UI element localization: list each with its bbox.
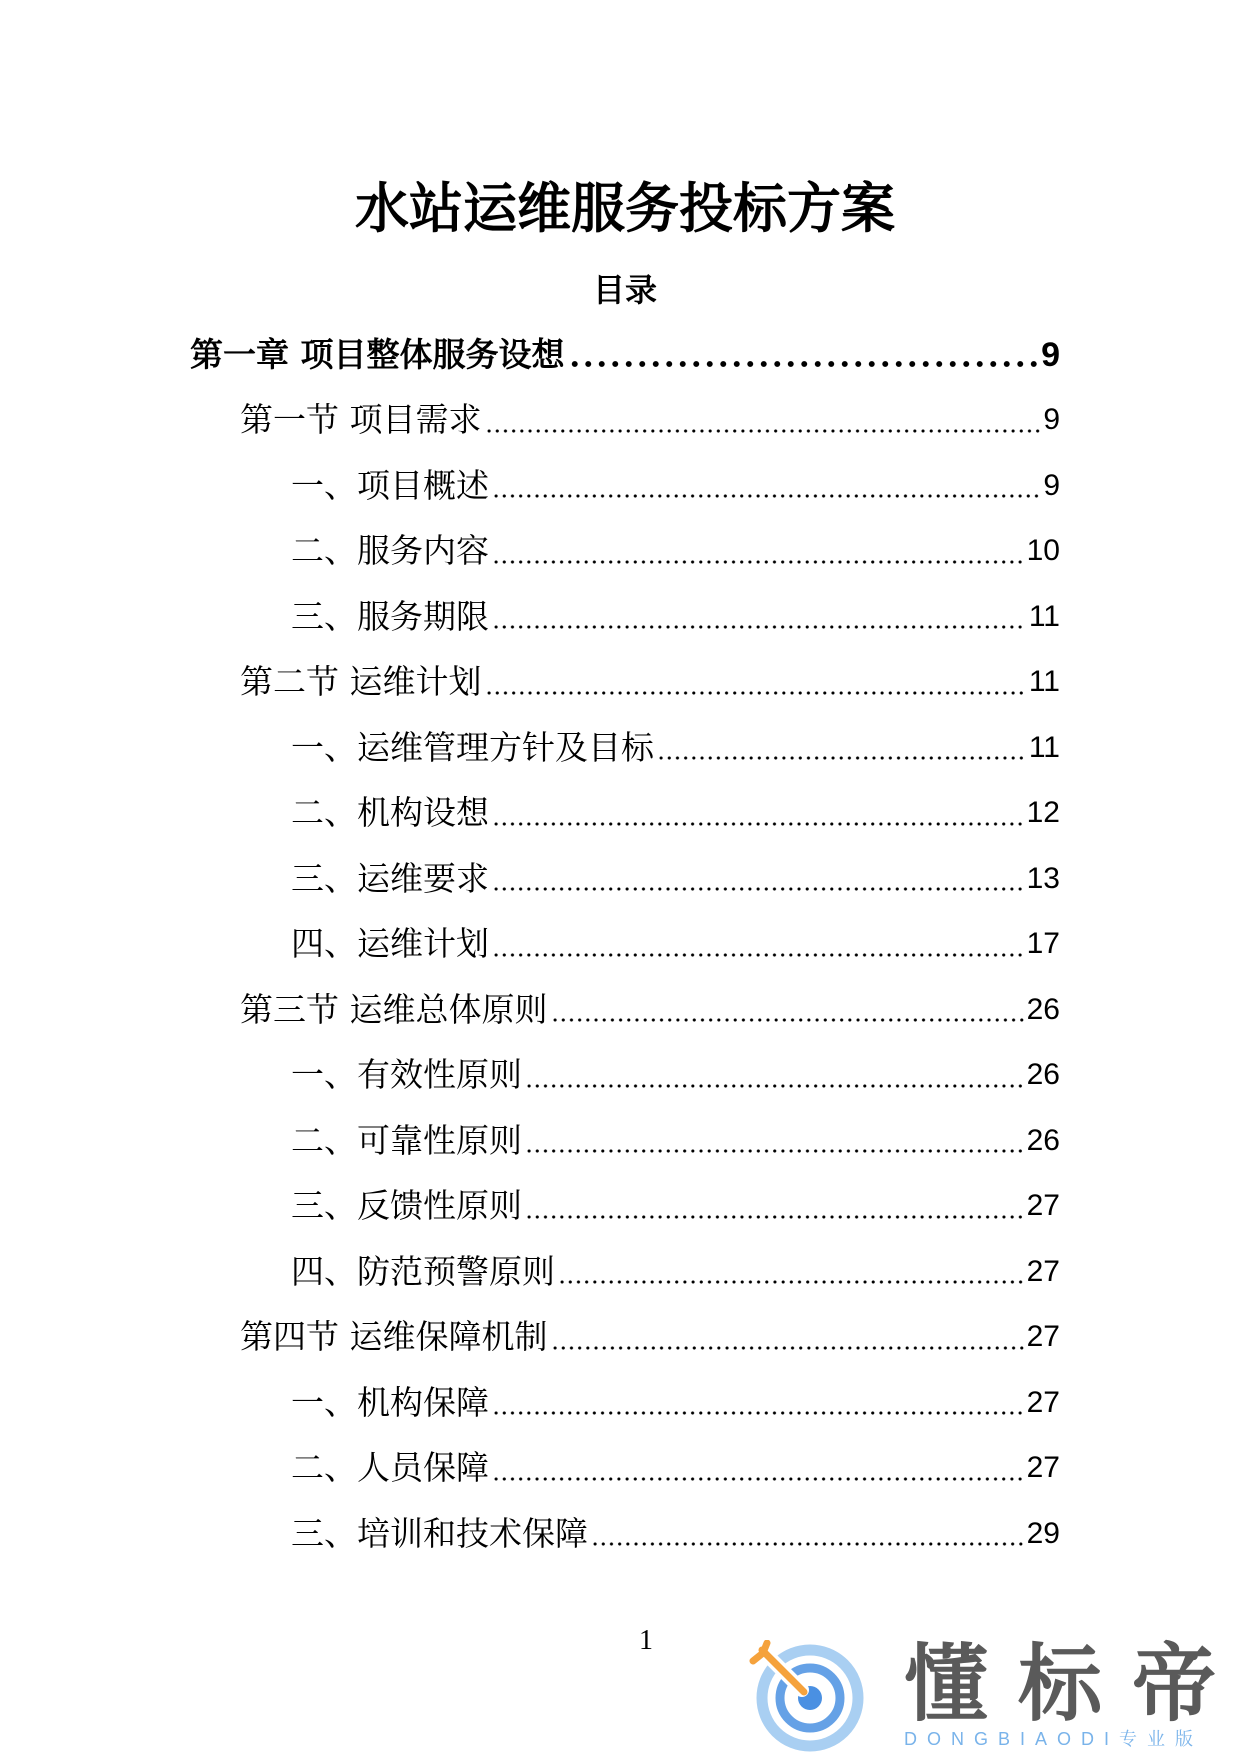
toc-page-number: 26	[1026, 1058, 1060, 1092]
toc-dot-leader	[551, 977, 1024, 1043]
toc-page-number: 27	[1026, 1254, 1060, 1288]
toc-dot-leader	[492, 584, 1026, 650]
toc-subsection-entry[interactable]	[190, 1043, 1060, 1109]
toc-subsection-entry[interactable]	[190, 912, 1060, 978]
toc-page-number: 27	[1026, 1320, 1060, 1354]
toc-subsection-entry[interactable]	[190, 781, 1060, 847]
toc-dot-leader	[485, 388, 1041, 454]
toc-entry-title: 二、服务内容	[291, 531, 489, 571]
toc-dot-leader	[525, 1043, 1024, 1109]
toc-subsection-entry[interactable]	[190, 1436, 1060, 1502]
toc-entry-title: 第二节 运维计划	[240, 662, 482, 702]
toc-section-entry[interactable]	[190, 1305, 1060, 1371]
toc-entry-title: 一、有效性原则	[291, 1055, 522, 1095]
toc-entry-title: 三、培训和技术保障	[291, 1513, 588, 1553]
toc-dot-leader	[492, 1436, 1024, 1502]
toc-page-number: 26	[1026, 1123, 1060, 1157]
toc-dot-leader	[492, 781, 1024, 847]
toc-page-number: 10	[1026, 534, 1060, 568]
toc-dot-leader	[591, 1501, 1024, 1567]
toc-page-number: 11	[1028, 665, 1060, 699]
toc-entry-title: 四、防范预警原则	[291, 1251, 555, 1291]
toc-dot-leader	[485, 650, 1026, 716]
toc-page-number: 27	[1026, 1385, 1060, 1419]
toc-dot-leader	[525, 1174, 1024, 1240]
toc-entry-title: 第四节 运维保障机制	[240, 1317, 548, 1357]
toc-section-entry[interactable]	[190, 388, 1060, 454]
watermark-brand-text: 懂标帝	[904, 1635, 1216, 1733]
toc-dot-leader	[657, 715, 1026, 781]
table-of-contents	[190, 322, 1060, 1567]
toc-entry-title: 第三节 运维总体原则	[240, 989, 548, 1029]
document-title: 水站运维服务投标方案	[355, 177, 895, 240]
toc-subsection-entry[interactable]	[190, 846, 1060, 912]
toc-dot-leader	[558, 1239, 1024, 1305]
toc-dot-leader	[492, 519, 1024, 585]
toc-subsection-entry[interactable]	[190, 715, 1060, 781]
toc-chapter-entry[interactable]	[190, 322, 1060, 388]
toc-page-number: 26	[1026, 992, 1060, 1026]
toc-dot-leader	[492, 453, 1040, 519]
toc-dot-leader	[551, 1305, 1024, 1371]
toc-subsection-entry[interactable]	[190, 1501, 1060, 1567]
toc-subsection-entry[interactable]	[190, 1108, 1060, 1174]
toc-page-number: 29	[1026, 1516, 1060, 1550]
toc-entry-title: 二、机构设想	[291, 793, 489, 833]
toc-page-number: 12	[1026, 796, 1060, 830]
toc-dot-leader	[525, 1108, 1024, 1174]
toc-entry-title: 三、服务期限	[291, 596, 489, 636]
toc-subsection-entry[interactable]	[190, 1174, 1060, 1240]
toc-entry-title: 一、机构保障	[291, 1382, 489, 1422]
toc-subsection-entry[interactable]	[190, 584, 1060, 650]
toc-subsection-entry[interactable]	[190, 453, 1060, 519]
toc-page-number: 9	[1041, 335, 1060, 374]
toc-entry-title: 二、可靠性原则	[291, 1120, 522, 1160]
toc-dot-leader	[492, 912, 1024, 978]
toc-heading: 目录	[592, 271, 657, 309]
toc-entry-title: 三、运维要求	[291, 858, 489, 898]
toc-section-entry[interactable]	[190, 977, 1060, 1043]
toc-entry-title: 二、人员保障	[291, 1448, 489, 1488]
watermark-subtitle: DONGBIAODI专业版	[904, 1729, 1204, 1749]
toc-entry-title: 第一章 项目整体服务设想	[190, 334, 565, 374]
toc-entry-title: 四、运维计划	[291, 924, 489, 964]
toc-entry-title: 三、反馈性原则	[291, 1186, 522, 1226]
toc-section-entry[interactable]	[190, 650, 1060, 716]
toc-page-number: 11	[1028, 599, 1060, 633]
toc-entry-title: 一、项目概述	[291, 465, 489, 505]
toc-page-number: 27	[1026, 1189, 1060, 1223]
toc-page-number: 13	[1026, 861, 1060, 895]
toc-page-number: 17	[1026, 927, 1060, 961]
toc-subsection-entry[interactable]	[190, 519, 1060, 585]
page-number: 1	[639, 1625, 653, 1656]
toc-entry-title: 一、运维管理方针及目标	[291, 727, 654, 767]
toc-page-number: 27	[1026, 1451, 1060, 1485]
toc-subsection-entry[interactable]	[190, 1239, 1060, 1305]
toc-page-number: 9	[1043, 468, 1060, 502]
toc-page-number: 9	[1043, 403, 1060, 437]
toc-page-number: 11	[1028, 730, 1060, 764]
toc-dot-leader	[492, 846, 1024, 912]
toc-dot-leader	[492, 1370, 1024, 1436]
toc-subsection-entry[interactable]	[190, 1370, 1060, 1436]
toc-entry-title: 第一节 项目需求	[240, 400, 482, 440]
target-dart-icon	[748, 1640, 868, 1754]
toc-dot-leader	[568, 322, 1039, 388]
